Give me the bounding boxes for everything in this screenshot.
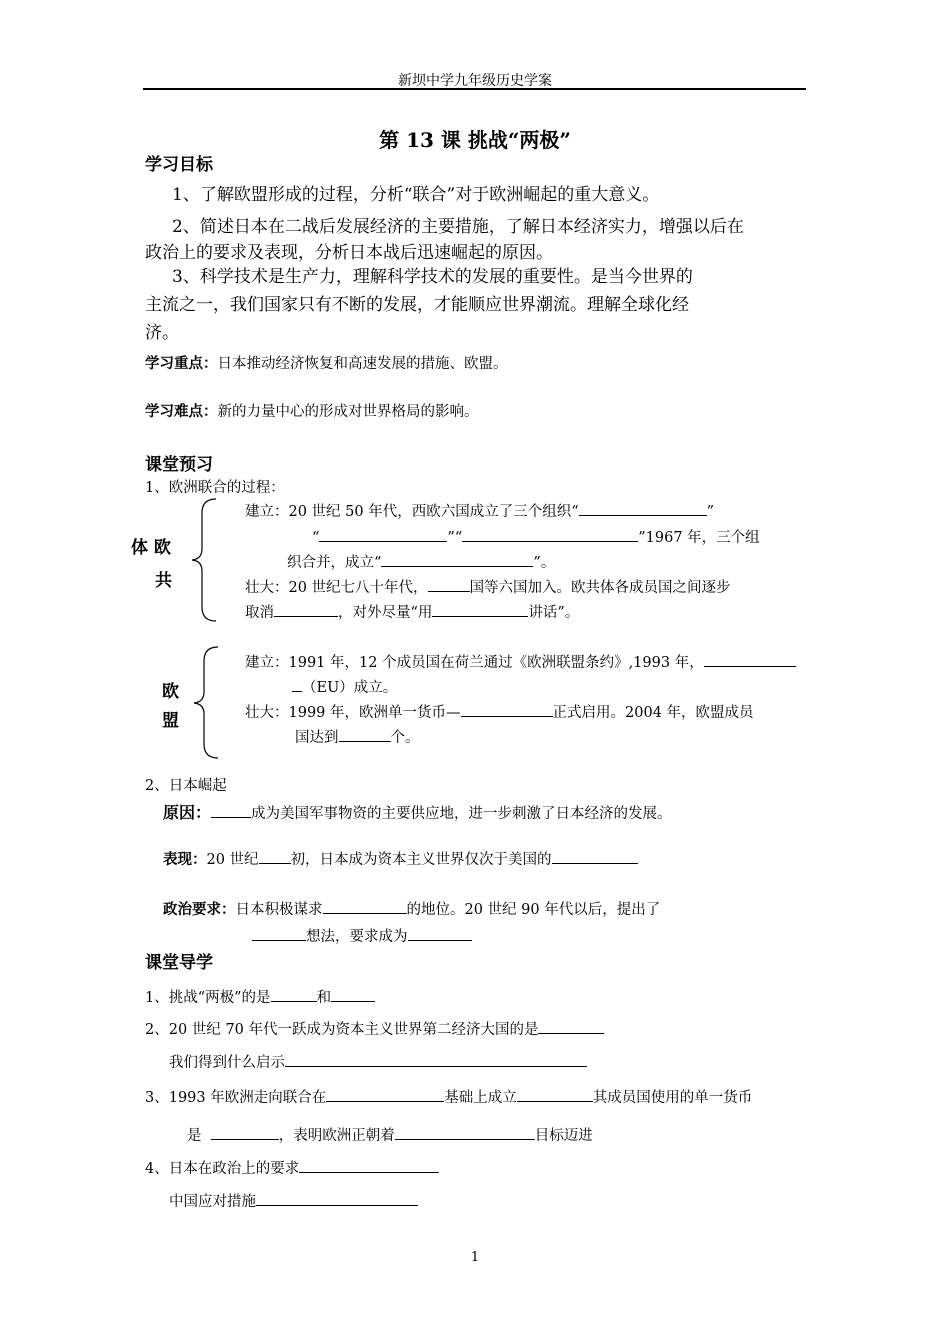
ec-line-3: 织合并，成立“ ”。 <box>287 551 555 572</box>
preview-q1: 1、欧洲联合的过程： <box>145 480 285 496</box>
guide-q2: 2、20 世纪 70 年代一跃成为资本主义世界第二经济大国的是 <box>145 1018 604 1039</box>
blank[interactable] <box>259 849 291 864</box>
difficulty <box>145 400 479 421</box>
header-rule <box>143 88 806 90</box>
guide-q4b: 中国应对措施 <box>169 1190 418 1211</box>
eu-label-1: 欧 <box>162 682 179 702</box>
blank[interactable] <box>339 727 391 742</box>
ec-label-2: 共 <box>155 571 172 591</box>
goals-heading: 学习目标 <box>145 155 213 175</box>
page-number: 1 <box>470 1250 480 1265</box>
blank[interactable] <box>326 1087 444 1102</box>
guide-q1: 1、挑战“两极”的是 和 <box>145 986 375 1007</box>
blank[interactable] <box>271 987 317 1002</box>
blank[interactable] <box>256 1191 418 1206</box>
blank[interactable] <box>432 602 528 617</box>
blank[interactable] <box>319 527 447 542</box>
blank[interactable] <box>285 1052 587 1067</box>
key-points-label: 学习重点： <box>145 355 218 372</box>
blank[interactable] <box>274 602 338 617</box>
eu-line-4: 国达到 个。 <box>295 726 420 747</box>
blank[interactable] <box>292 677 302 692</box>
japan-political: 政治要求：日本积极谋求 的地位。20 世纪 90 年代以后，提出了 <box>163 901 661 918</box>
japan-political-2: 想法，要求成为 <box>252 925 472 946</box>
guide-heading: 课堂导学 <box>145 953 213 973</box>
blank[interactable] <box>211 1125 279 1140</box>
guide-q2b: 我们得到什么启示 <box>169 1051 587 1072</box>
guide-q3: 3、1993 年欧洲走向联合在 基础上成立 其成员国使用的单一货币 <box>145 1086 752 1107</box>
blank[interactable] <box>428 577 470 592</box>
guide-q4: 4、日本在政治上的要求 <box>145 1157 439 1178</box>
goal-3b: 主流之一，我们国家只有不断的发展，才能顺应世界潮流。理解全球化经 <box>145 295 689 315</box>
eu-line-3: 壮大：1999 年，欧洲单一货币— 正式启用。2004 年，欧盟成员 <box>245 701 754 722</box>
blank[interactable] <box>408 926 472 941</box>
ec-line-4: 壮大：20 世纪七八十年代， 国等六国加入。欧共体各成员国之间逐步 <box>245 576 731 597</box>
japan-reason: 原因： 成为美国军事物资的主要供应地，进一步刺激了日本经济的发展。 <box>163 803 672 822</box>
blank[interactable] <box>323 899 407 914</box>
blank[interactable] <box>704 652 796 667</box>
difficulty-label: 学习难点： <box>145 403 218 420</box>
eu-brace <box>192 645 222 760</box>
key-points-text: 日本推动经济恢复和高速发展的措施、欧盟。 <box>217 356 508 372</box>
eu-label-2: 盟 <box>162 711 179 731</box>
blank[interactable] <box>517 1087 593 1102</box>
blank[interactable] <box>461 702 553 717</box>
blank[interactable] <box>252 926 306 941</box>
header-school: 新坝中学九年级历史学案 <box>398 73 552 89</box>
goal-1: 1、了解欧盟形成的过程，分析“联合”对于欧洲崛起的重大意义。 <box>172 185 660 205</box>
ec-line-1: 建立：20 世纪 50 年代，西欧六国成立了三个组织“ ” <box>245 500 714 521</box>
goal-2a: 2、简述日本在二战后发展经济的主要措施，了解日本经济实力，增强以后在 <box>172 217 744 237</box>
blank[interactable] <box>395 1125 535 1140</box>
eu-line-1: 建立：1991 年，12 个成员国在荷兰通过《欧洲联盟条约》,1993 年， <box>245 651 796 672</box>
key-points <box>145 352 508 373</box>
blank[interactable] <box>211 803 251 818</box>
eu-line-2: （EU）成立。 <box>292 676 397 697</box>
blank[interactable] <box>462 527 638 542</box>
guide-q3-cont: 是 ，表明欧洲正朝着 目标迈进 <box>187 1124 593 1145</box>
goal-3c: 济。 <box>145 323 179 343</box>
ec-label-1: 体 欧 <box>131 538 171 558</box>
goal-3a: 3、科学技术是生产力，理解科学技术的发展的重要性。是当今世界的 <box>172 267 693 287</box>
preview-heading: 课堂预习 <box>145 455 213 475</box>
ec-brace <box>190 497 220 623</box>
goal-2b: 政治上的要求及表现，分析日本战后迅速崛起的原因。 <box>145 243 553 263</box>
ec-line-2: “ ”“ ”1967 年，三个组 <box>312 526 760 547</box>
ec-line-5: 取消 ，对外尽量“用 讲话”。 <box>245 601 579 622</box>
blank[interactable] <box>331 987 375 1002</box>
blank[interactable] <box>552 849 638 864</box>
preview-q2: 2、日本崛起 <box>145 778 227 794</box>
difficulty-text: 新的力量中心的形成对世界格局的影响。 <box>217 404 479 420</box>
blank[interactable] <box>381 552 533 567</box>
blank[interactable] <box>299 1158 439 1173</box>
blank[interactable] <box>579 501 707 516</box>
japan-performance: 表现：20 世纪 初，日本成为资本主义世界仅次于美国的 <box>163 848 638 869</box>
blank[interactable] <box>538 1019 604 1034</box>
page-title: 第 13 课 挑战“两极” <box>379 128 571 152</box>
